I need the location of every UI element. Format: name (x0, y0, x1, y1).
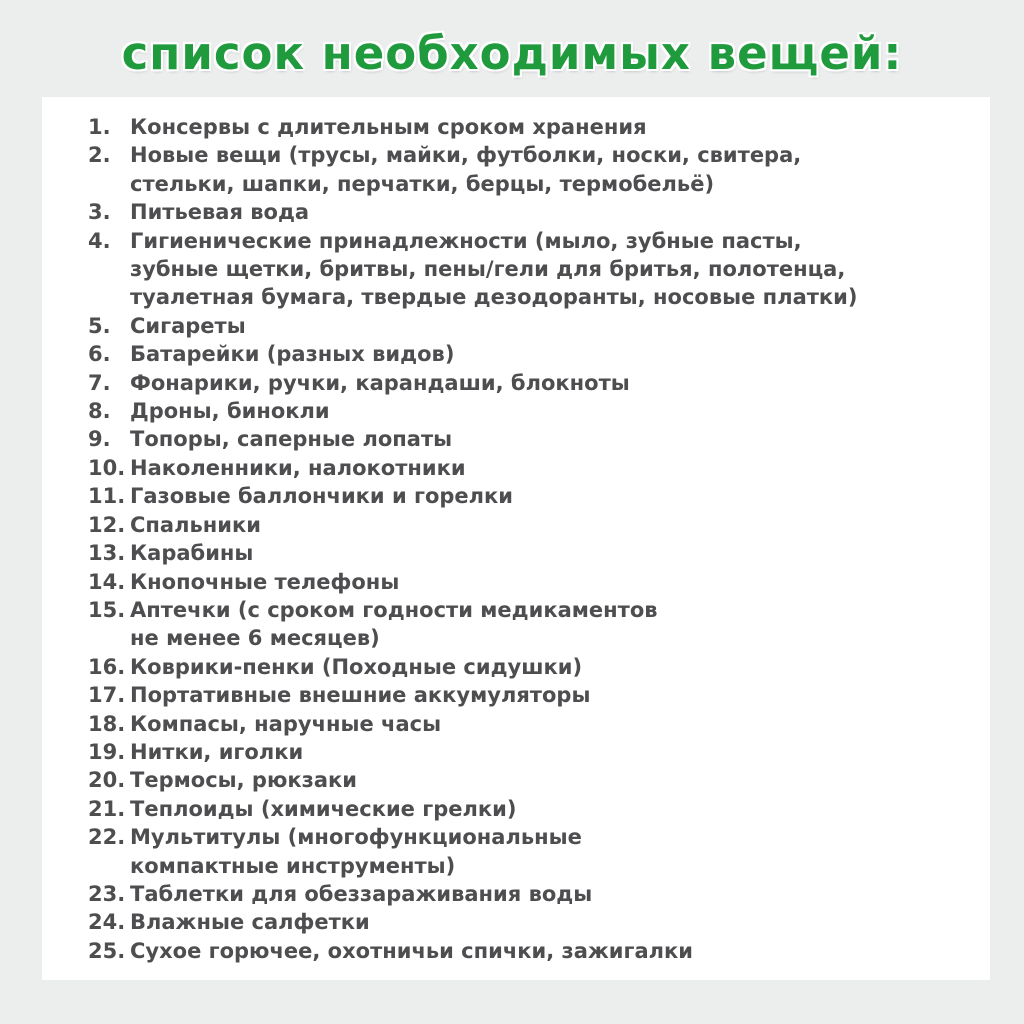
list-item-text (130, 653, 978, 681)
list-item-line: Влажные салфетки (130, 910, 370, 935)
list-item-text (130, 198, 978, 226)
list-item (88, 539, 978, 567)
list-item-text (130, 539, 978, 567)
list-item-text (130, 795, 978, 823)
list-item-line: Дроны, бинокли (130, 399, 330, 424)
list-item (88, 312, 978, 340)
list-item-number: 22. (88, 825, 126, 850)
list-item (88, 198, 978, 226)
list-item-text (130, 141, 978, 198)
list-item-number: 24. (88, 910, 126, 935)
list-item-number: 13. (88, 541, 126, 566)
list-item (88, 681, 978, 709)
list-item (88, 653, 978, 681)
list-item-text (130, 823, 978, 880)
list-item-text (130, 738, 978, 766)
list-item-line: Топоры, саперные лопаты (130, 427, 453, 452)
list-item-line: Компасы, наручные часы (130, 711, 442, 736)
list-item-text (130, 766, 978, 794)
list-item (88, 568, 978, 596)
checklist-panel (42, 97, 990, 980)
list-item (88, 340, 978, 368)
list-item-line: Карабины (130, 541, 254, 566)
list-item-line: Спальники (130, 512, 261, 537)
list-item (88, 710, 978, 738)
list-item-line: Фонарики, ручки, карандаши, блокноты (130, 370, 630, 395)
list-item-line: Термосы, рюкзаки (130, 768, 357, 793)
list-item-number: 14. (88, 569, 126, 594)
list-item-number: 5. (88, 313, 111, 338)
checklist (88, 113, 978, 965)
list-item-number: 1. (88, 115, 111, 139)
list-item (88, 482, 978, 510)
list-item-text (130, 908, 978, 936)
list-item-number: 23. (88, 881, 126, 906)
list-item-text (130, 511, 978, 539)
page-title: список необходимых вещей: (121, 27, 903, 80)
list-item (88, 908, 978, 936)
list-item-line: Коврики-пенки (Походные сидушки) (130, 654, 583, 679)
list-item-line: компактные инструменты) (130, 853, 456, 878)
list-item (88, 141, 978, 198)
list-item-text (130, 312, 978, 340)
list-item-number: 2. (88, 143, 111, 168)
list-item-number: 12. (88, 512, 126, 537)
list-item-line: Нитки, иголки (130, 739, 304, 764)
list-item-number: 15. (88, 597, 126, 622)
list-item-text (130, 425, 978, 453)
list-item-number: 20. (88, 768, 126, 793)
list-item-line: туалетная бумага, твердые дезодоранты, носовые платки) (130, 285, 858, 310)
list-item-number: 16. (88, 654, 126, 679)
list-item-line: Наколенники, налокотники (130, 455, 466, 480)
list-item-text (130, 340, 978, 368)
list-item-text (130, 113, 978, 141)
list-item-text (130, 227, 978, 312)
list-item-line: Гигиенические принадлежности (мыло, зубные пасты, (130, 228, 802, 253)
list-item-line: Сухое горючее, охотничьи спички, зажигалки (130, 938, 694, 963)
list-item-line: Консервы с длительным сроком хранения (130, 115, 647, 139)
list-item-number: 3. (88, 200, 111, 225)
list-item (88, 397, 978, 425)
list-item (88, 795, 978, 823)
list-item-line: Газовые баллончики и горелки (130, 484, 514, 509)
list-item-line: Новые вещи (трусы, майки, футболки, носки, свитера, (130, 143, 802, 168)
list-item-line: Сигареты (130, 313, 246, 338)
list-item-line: зубные щетки, бритвы, пены/гели для бритья, полотенца, (130, 257, 846, 282)
list-item (88, 113, 978, 141)
list-item-text (130, 596, 978, 653)
list-item (88, 880, 978, 908)
list-item-line: Питьевая вода (130, 200, 310, 225)
list-item-line: Кнопочные телефоны (130, 569, 400, 594)
list-item-line: Портативные внешние аккумуляторы (130, 683, 591, 708)
list-item (88, 369, 978, 397)
list-item-text (130, 397, 978, 425)
list-item (88, 227, 978, 312)
list-item-number: 8. (88, 399, 111, 424)
list-item (88, 425, 978, 453)
list-item (88, 823, 978, 880)
list-item-text (130, 880, 978, 908)
list-item (88, 511, 978, 539)
list-item-text (130, 454, 978, 482)
list-item-number: 17. (88, 683, 126, 708)
list-item-number: 9. (88, 427, 111, 452)
list-item (88, 596, 978, 653)
list-item-number: 25. (88, 938, 126, 963)
list-item (88, 937, 978, 965)
list-item-number: 19. (88, 739, 126, 764)
list-item-text (130, 937, 978, 965)
list-item-line: Таблетки для обеззараживания воды (130, 881, 593, 906)
list-item-number: 6. (88, 342, 111, 367)
list-item-number: 4. (88, 228, 111, 253)
list-item (88, 738, 978, 766)
list-item-number: 11. (88, 484, 126, 509)
list-item-number: 7. (88, 370, 111, 395)
list-item-line: Мультитулы (многофункциональные (130, 825, 582, 850)
list-item (88, 454, 978, 482)
list-item-line: Батарейки (разных видов) (130, 342, 455, 367)
list-item-line: Теплоиды (химические грелки) (130, 796, 517, 821)
list-item-text (130, 681, 978, 709)
list-item-number: 10. (88, 455, 126, 480)
list-item-text (130, 369, 978, 397)
list-item-text (130, 568, 978, 596)
list-item-line: стельки, шапки, перчатки, берцы, термобельё) (130, 171, 715, 196)
list-item-text (130, 482, 978, 510)
list-item (88, 766, 978, 794)
list-item-line: Аптечки (с сроком годности медикаментов (130, 597, 658, 622)
list-item-text (130, 710, 978, 738)
list-item-number: 21. (88, 796, 126, 821)
list-item-number: 18. (88, 711, 126, 736)
list-item-line: не менее 6 месяцев) (130, 626, 380, 651)
